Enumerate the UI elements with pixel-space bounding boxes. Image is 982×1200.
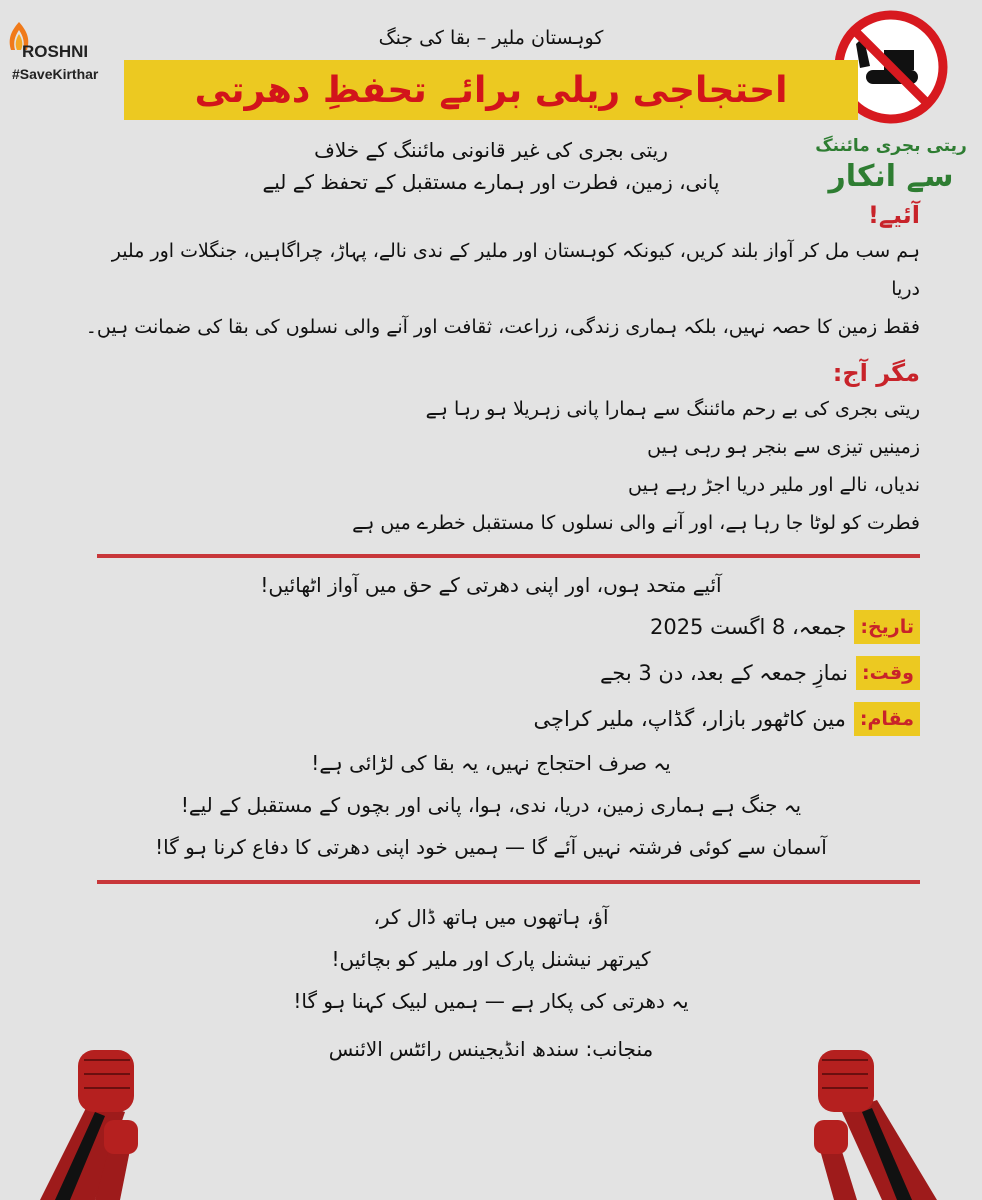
today-list <box>62 390 920 542</box>
detail-date <box>62 604 920 650</box>
time-value: نمازِ جمعہ کے بعد، دن 3 بجے <box>599 661 849 685</box>
today-heading: مگر آج: <box>832 359 920 387</box>
page-title: احتجاجی ریلی برائے تحفظِ دھرتی <box>194 69 788 111</box>
time-label: وقت: <box>856 656 920 690</box>
divider <box>97 554 920 558</box>
list-item: ندیاں، نالے اور ملیر دریا اجڑ رہے ہیں <box>627 474 920 496</box>
intro-text-1: ہم سب مل کر آواز بلند کریں، کیونکہ کوہستان اور ملیر کے ندی نالے، پہاڑ، چراگاہیں، جنگلات اور ملیر دریا <box>111 240 920 300</box>
slogan: آسمان سے کوئی فرشتہ نہیں آئے گا — ہمیں خود اپنی دھرتی کا دفاع کرنا ہو گا! <box>155 835 827 859</box>
poster-body <box>62 24 920 1070</box>
date-label: تاریخ: <box>854 610 920 644</box>
divider <box>97 880 920 884</box>
slogan: یہ صرف احتجاج نہیں، یہ بقا کی لڑائی ہے! <box>311 751 671 775</box>
closing-line: یہ دھرتی کی پکار ہے — ہمیں لبیک کہنا ہو گا! <box>293 989 689 1013</box>
title-banner <box>124 60 858 120</box>
raised-fist-icon <box>812 1020 982 1200</box>
badge-line-1: ریتی بجری مائننگ <box>815 136 967 156</box>
subtitle: کوہستان ملیر – بقا کی جنگ <box>378 27 604 49</box>
closing-line: آؤ، ہاتھوں میں ہاتھ ڈال کر، <box>373 905 609 929</box>
venue-value: مین کاٹھور بازار، گڈاپ، ملیر کراچی <box>533 707 846 731</box>
list-item: فطرت کو لوٹا جا رہا ہے، اور آنے والی نسلوں کا مستقبل خطرے میں ہے <box>352 512 920 534</box>
detail-time <box>62 650 920 696</box>
list-item: ریتی بجری کی بے رحم مائننگ سے ہمارا پانی زہریلا ہو رہا ہے <box>425 398 920 420</box>
header-line-1: ریتی بجری کی غیر قانونی مائننگ کے خلاف <box>314 138 668 162</box>
call-to-action: آئیے متحد ہوں، اور اپنی دھرتی کے حق میں آواز اٹھائیں! <box>260 573 722 597</box>
list-item: زمینیں تیزی سے بنجر ہو رہی ہیں <box>647 436 920 458</box>
closing-line: کیرتھر نیشنل پارک اور ملیر کو بچائیں! <box>331 947 651 971</box>
organizer: منجانب: سندھ انڈیجینس رائٹس الائنس <box>328 1037 654 1061</box>
intro-text-2: فقط زمین کا حصہ نہیں، بلکہ ہماری زندگی، زراعت، ثقافت اور آنے والی نسلوں کی بقا کی ضمانت ہیں۔ <box>85 316 920 338</box>
raised-fist-icon <box>0 1020 150 1200</box>
logo-name: ROSHNI <box>22 42 89 61</box>
date-value: جمعہ، 8 اگست 2025 <box>649 615 847 639</box>
slogan: یہ جنگ ہے ہماری زمین، دریا، ندی، ہوا، پانی اور بچوں کے مستقبل کے لیے! <box>180 793 802 817</box>
venue-label: مقام: <box>854 702 920 736</box>
hashtag: #SaveKirthar <box>12 66 99 82</box>
intro-heading: آئیے! <box>867 201 920 229</box>
header-line-2: پانی، زمین، فطرت اور ہمارے مستقبل کے تحفظ کے لیے <box>262 170 720 194</box>
badge-line-2: سے انکار <box>828 159 954 194</box>
detail-venue <box>62 696 920 742</box>
